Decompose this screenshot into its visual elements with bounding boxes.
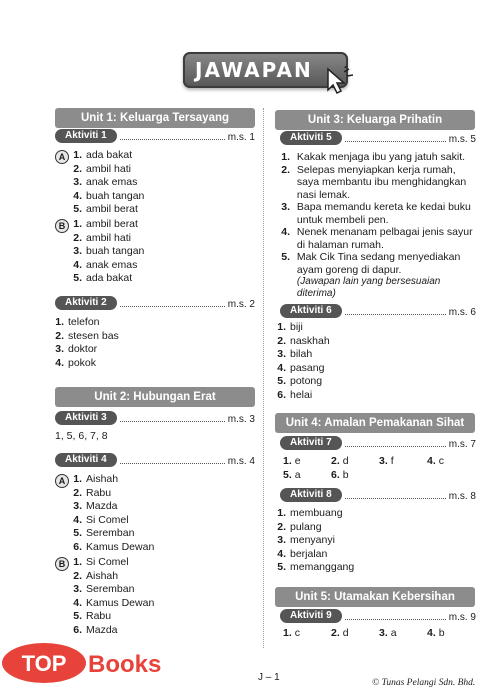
activity-2-page: m.s. 2	[227, 299, 255, 310]
cursor-icon	[322, 66, 356, 96]
unit-2-header: Unit 2: Hubungan Erat	[55, 387, 255, 407]
copyright-text: © Tunas Pelangi Sdn. Bhd.	[372, 678, 476, 688]
leader-dots	[345, 498, 446, 499]
activity-7-answers	[283, 454, 475, 482]
activity-4-page: m.s. 4	[227, 456, 255, 467]
activity-1a-list	[68, 149, 144, 217]
section-b-badge: B	[55, 557, 69, 571]
leader-dots	[120, 421, 225, 422]
activity-3-page: m.s. 3	[227, 414, 255, 425]
page-number: J – 1	[258, 672, 280, 683]
list-item: 1. Kakak menjaga ibu yang jatuh sakit.	[281, 151, 466, 163]
topbooks-logo	[0, 640, 182, 686]
logo-books-text: Books	[88, 651, 162, 678]
answer-cell: 5. a	[283, 469, 301, 481]
list-item: 5. ambil berat	[73, 203, 138, 215]
section-b-badge: B	[55, 219, 69, 233]
leader-dots	[345, 314, 446, 315]
list-item: 5. Rabu	[73, 610, 112, 622]
activity-5-list	[276, 151, 476, 300]
leader-dots	[120, 306, 225, 307]
list-item: 3. menyanyi	[277, 534, 335, 546]
unit-1-header: Unit 1: Keluarga Tersayang	[55, 108, 255, 128]
list-item: 4. pasang	[277, 361, 325, 374]
note: (Jawapan lain yang bersesuaian diterima)	[296, 276, 441, 299]
list-item: 2. ambil hati	[73, 162, 131, 175]
list-item: 2. naskhah	[277, 334, 330, 347]
list-item: 5. memanggang	[277, 561, 355, 573]
list-item: 5. Seremban	[73, 527, 135, 539]
activity-5-page: m.s. 5	[448, 134, 476, 145]
logo-top-text: TOP	[21, 651, 67, 676]
list-item: 3. doktor	[55, 343, 98, 355]
activity-4b-list	[68, 556, 154, 637]
list-item: 2. Rabu	[73, 486, 112, 499]
unit-4-header: Unit 4: Amalan Pemakanan Sihat	[275, 413, 475, 433]
answer-cell: 1. e	[283, 455, 301, 467]
answer-cell: 3. f	[379, 455, 394, 467]
list-item: 1. ambil berat	[73, 218, 138, 230]
list-item: 1. biji	[277, 321, 303, 333]
activity-8-page: m.s. 8	[448, 491, 476, 502]
answer-cell: 2. d	[331, 627, 349, 639]
list-item: 1. Si Comel	[73, 556, 129, 568]
activity-1b-list	[68, 218, 144, 286]
list-item: 2. stesen bas	[55, 329, 119, 342]
list-item: 1. ada bakat	[73, 149, 133, 161]
list-item: 3. Bapa memandu kereta ke kedai buku untuk membeli pen.	[281, 201, 471, 226]
list-item: 4. Nenek menanam pelbagai jenis sayur di halaman rumah.	[281, 226, 473, 251]
activity-2-list	[50, 316, 119, 370]
list-item: 3. Seremban	[73, 583, 135, 595]
leader-dots	[345, 141, 446, 142]
activity-3-row	[55, 411, 255, 425]
unit-3-header: Unit 3: Keluarga Prihatin	[275, 110, 475, 130]
list-item: 4. Kamus Dewan	[73, 596, 155, 609]
list-item: 3. anak emas	[73, 176, 138, 188]
activity-1-page: m.s. 1	[227, 132, 255, 143]
list-item: 2. Aishah	[73, 569, 119, 582]
activity-8-label: Aktiviti 8	[280, 488, 342, 502]
list-item: 1. Aishah	[73, 473, 119, 485]
list-item: 4. Si Comel	[73, 513, 129, 526]
activity-2-label: Aktiviti 2	[55, 296, 117, 310]
activity-9-page: m.s. 9	[448, 612, 476, 623]
leader-dots	[345, 619, 446, 620]
activity-9-answers	[283, 626, 475, 640]
activity-4-label: Aktiviti 4	[55, 453, 117, 467]
activity-4-row	[55, 453, 255, 467]
activity-6-label: Aktiviti 6	[280, 304, 342, 318]
activity-8-list	[272, 507, 354, 575]
activity-2-row	[55, 296, 255, 310]
activity-8-row	[280, 488, 476, 502]
list-item: 3. bilah	[277, 348, 313, 360]
answer-cell: 4. c	[427, 455, 445, 467]
list-item: 6. Kamus Dewan	[73, 540, 155, 553]
list-item: 3. Mazda	[73, 500, 118, 512]
activity-6-list	[272, 321, 330, 402]
list-item: 4. pokok	[55, 356, 97, 369]
activity-6-page: m.s. 6	[448, 307, 476, 318]
list-item: 5. potong	[277, 375, 323, 387]
list-item: 6. Mazda	[73, 623, 118, 636]
activity-7-page: m.s. 7	[448, 439, 476, 450]
activity-3-label: Aktiviti 3	[55, 411, 117, 425]
activity-7-row	[280, 436, 476, 450]
list-item: 2. ambil hati	[73, 231, 131, 244]
leader-dots	[345, 446, 446, 447]
leader-dots	[120, 463, 225, 464]
list-item: 4. anak emas	[73, 258, 138, 271]
unit-5-header: Unit 5: Utamakan Kebersihan	[275, 587, 475, 607]
list-item: 3. buah tangan	[73, 245, 145, 257]
activity-6-row	[280, 304, 476, 318]
activity-9-row	[280, 609, 476, 623]
list-item: 5. Mak Cik Tina sedang menyediakan ayam goreng di dapur.	[281, 251, 461, 276]
list-item: 2. pulang	[277, 520, 322, 533]
list-item: 5. ada bakat	[73, 272, 133, 284]
activity-3-answer: 1, 5, 6, 7, 8	[55, 430, 108, 442]
answer-cell: 1. c	[283, 627, 301, 639]
activity-4a-list	[68, 473, 154, 554]
activity-5-row	[280, 131, 476, 145]
list-item: 4. berjalan	[277, 547, 328, 560]
list-item: 2. Selepas menyiapkan kerja rumah, saya membantu ibu menghidangkan nasi lemak.	[281, 163, 467, 201]
column-divider	[263, 108, 264, 648]
section-a-badge: A	[55, 150, 69, 164]
list-item: 1. membuang	[277, 507, 343, 519]
activity-1-row	[55, 129, 255, 143]
activity-5-label: Aktiviti 5	[280, 131, 342, 145]
page-title: JAWAPAN	[183, 52, 348, 88]
answer-cell: 2. d	[331, 455, 349, 467]
answer-cell: 3. a	[379, 627, 397, 639]
list-item: 6. helai	[277, 388, 313, 401]
activity-9-label: Aktiviti 9	[280, 609, 342, 623]
answer-cell: 4. b	[427, 627, 445, 639]
leader-dots	[120, 139, 225, 140]
activity-1-label: Aktiviti 1	[55, 129, 117, 143]
activity-7-label: Aktiviti 7	[280, 436, 342, 450]
section-a-badge: A	[55, 474, 69, 488]
list-item: 4. buah tangan	[73, 189, 145, 202]
list-item: 1. telefon	[55, 316, 100, 328]
answer-cell: 6. b	[331, 469, 349, 481]
